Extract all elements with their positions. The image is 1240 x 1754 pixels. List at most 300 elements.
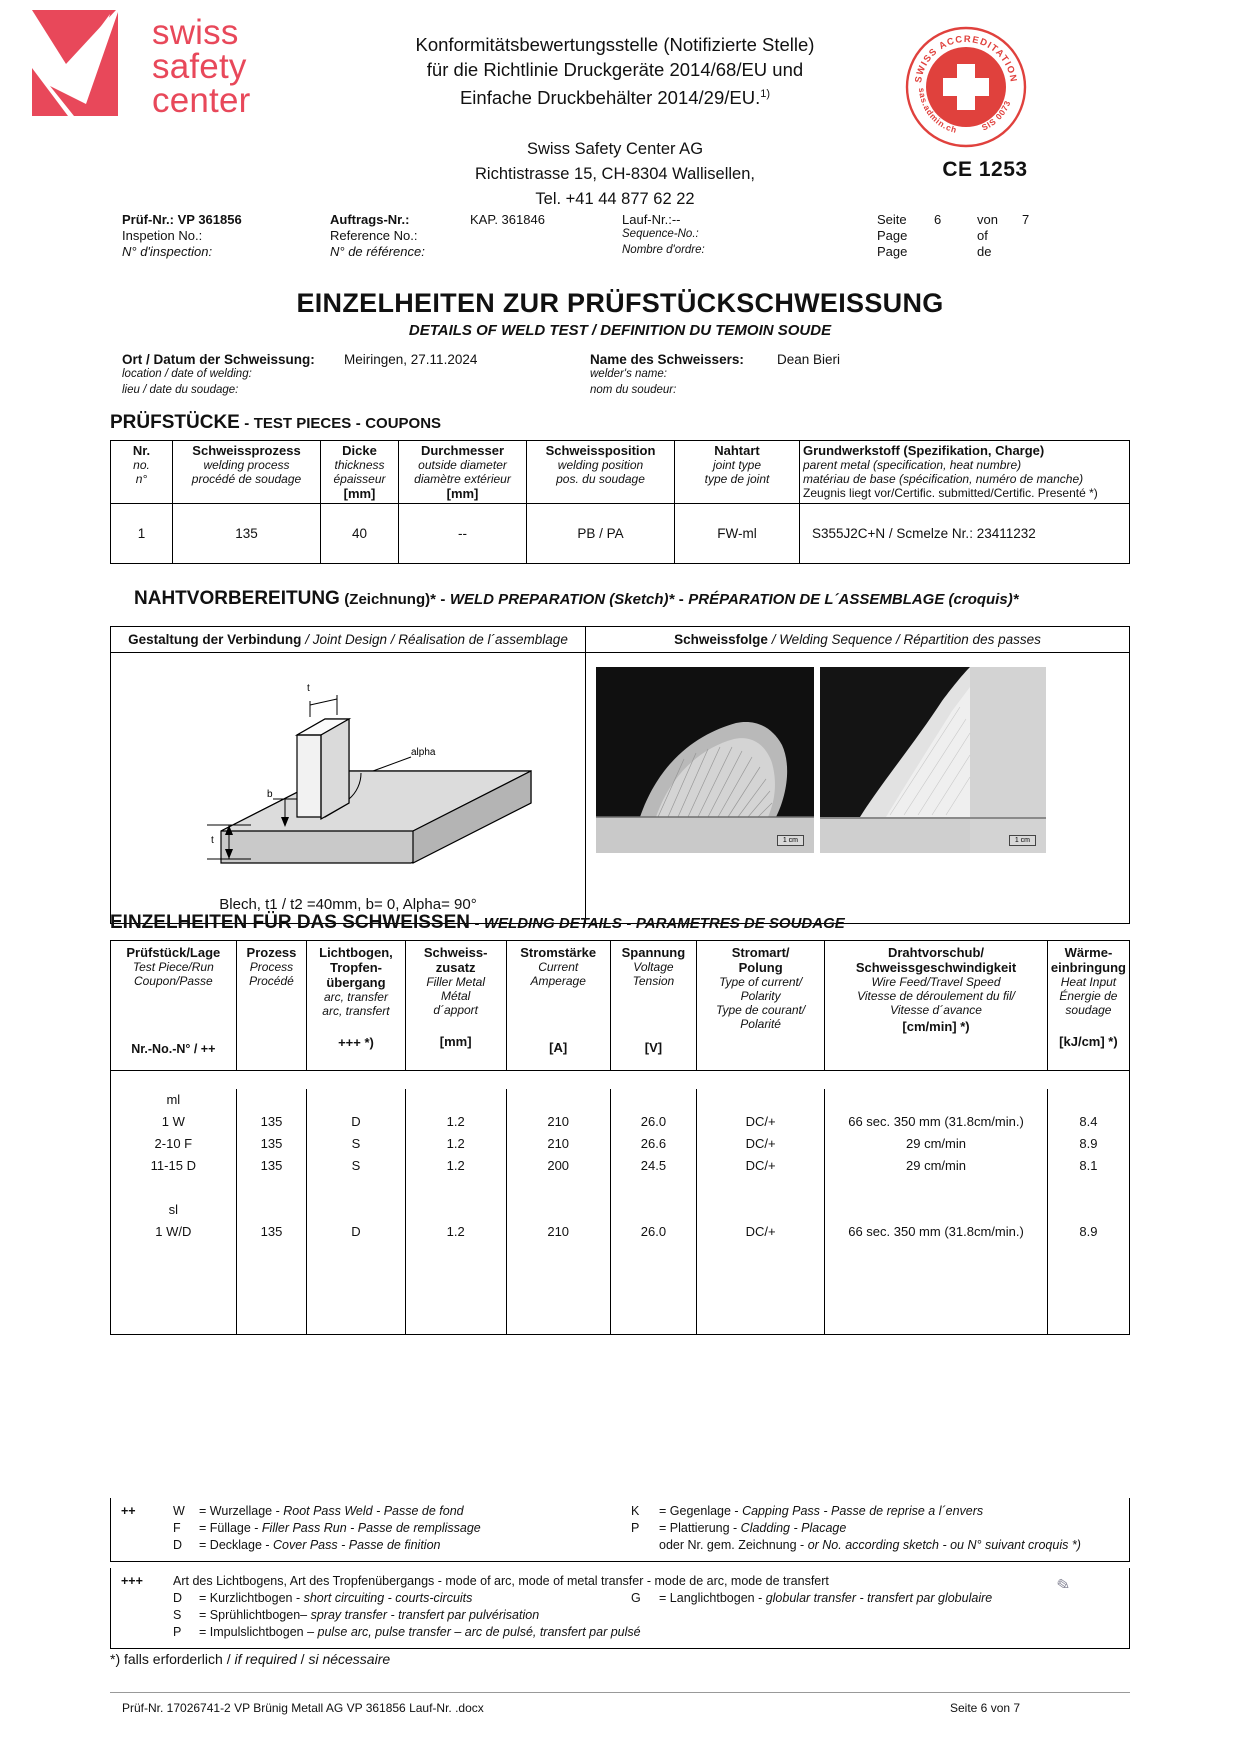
table-row xyxy=(111,1089,1130,1111)
legend-arc-intro: Art des Lichtbogens, Art des Tropfenübergangs - mode of arc, mode of metal transfer - mode de arc, mode de transfert xyxy=(173,1574,829,1588)
th-voltage-l0: Spannung xyxy=(621,945,686,960)
required-note-sep2: / xyxy=(300,1651,305,1667)
th-polarity-l0: Stromart/ xyxy=(731,945,790,960)
handwritten-mark: ✎ xyxy=(1052,1574,1072,1597)
th-process xyxy=(173,441,321,504)
section-heading-welding-details xyxy=(110,912,845,934)
th-speed-l2: Wire Feed/Travel Speed xyxy=(871,975,1001,989)
th-arc-l4: arc, transfert xyxy=(322,1004,390,1018)
td-process xyxy=(236,1177,307,1199)
svg-text:sas.admin.ch: sas.admin.ch xyxy=(916,87,959,135)
logo-wordmark xyxy=(152,13,251,120)
prep-right-header-de: Schweissfolge xyxy=(674,632,768,647)
td-heat xyxy=(1047,1199,1129,1221)
td-parent-metal: S355J2C+N / Scmelze Nr.: 23411232 xyxy=(800,504,1130,564)
reference-number-de: Auftrags-Nr.: xyxy=(330,212,410,227)
td-speed xyxy=(825,1089,1048,1111)
page-subtitle: DETAILS OF WELD TEST / DEFINITION DU TEMOIN SOUDE xyxy=(408,322,832,339)
td-nr: 1 xyxy=(111,504,173,564)
th-heat-l1: einbringung xyxy=(1050,960,1126,975)
td-polarity: DC/+ xyxy=(697,1133,825,1155)
td-current: 210 xyxy=(506,1111,610,1133)
page-number-block xyxy=(934,212,941,228)
td-process: 135 xyxy=(236,1111,307,1133)
th-run-l0: Prüfstück/Lage xyxy=(126,945,221,960)
td-voltage: 26.0 xyxy=(610,1111,696,1133)
th-proc xyxy=(236,941,307,1071)
legend-row xyxy=(111,1574,1129,1591)
td-process xyxy=(236,1089,307,1111)
weld-location-block xyxy=(122,352,1122,408)
prep-body-row xyxy=(111,653,1130,924)
sketch-label-t-left: t xyxy=(211,835,214,846)
legend-key-arc-s: S xyxy=(173,1608,182,1622)
th-arc-l1: Tropfen- xyxy=(329,960,382,975)
prep-left-cell xyxy=(111,653,586,924)
page-label-en: Page xyxy=(877,228,908,243)
table-header-row xyxy=(111,941,1130,1071)
td-polarity: DC/+ xyxy=(697,1221,825,1243)
th-joint-en: joint type xyxy=(712,458,762,472)
td-polarity xyxy=(697,1089,825,1111)
td-arc: S xyxy=(307,1133,405,1155)
legend-def-arc-s: = Sprühlichtbogen– spray transfer - transfert par pulvérisation xyxy=(199,1608,540,1622)
section-heading-test-pieces xyxy=(110,412,441,434)
td-arc: D xyxy=(307,1221,405,1243)
td-current: 200 xyxy=(506,1155,610,1177)
td-voltage: 26.6 xyxy=(610,1133,696,1155)
td-polarity: DC/+ xyxy=(697,1155,825,1177)
th-current-l2: Amperage xyxy=(530,974,586,988)
th-speed-unit: [cm/min] *) xyxy=(902,1019,970,1034)
legend-def-arc-d: = Kurzlichtbogen - short circuiting - courts-circuits xyxy=(199,1591,473,1605)
svg-text:SWISS ACCREDITATION: SWISS ACCREDITATION xyxy=(912,32,1020,84)
reference-number-value: KAP. 361846 xyxy=(470,212,545,227)
section-test-pieces-fr: COUPONS xyxy=(365,415,442,432)
required-note-de: *) falls erforderlich xyxy=(110,1651,223,1667)
td-run: 1 W/D xyxy=(111,1221,237,1243)
th-filler-l4: d´apport xyxy=(433,1003,479,1017)
legend-arc-types xyxy=(110,1568,1130,1649)
sequence-number-fr: Nombre d'ordre: xyxy=(622,244,705,256)
th-filler-unit: [mm] xyxy=(439,1034,472,1049)
td-filler: 1.2 xyxy=(405,1133,506,1155)
table-row xyxy=(111,1221,1130,1243)
prep-left-header-rest: / Joint Design / Réalisation de l´assemblage xyxy=(305,632,568,647)
td-arc xyxy=(307,1177,405,1199)
heading-footnote-marker: 1) xyxy=(760,88,771,100)
welder-label-en: welder's name: xyxy=(590,368,667,380)
td-current: 210 xyxy=(506,1133,610,1155)
th-voltage-unit: [V] xyxy=(644,1040,663,1055)
sketch-label-alpha: alpha xyxy=(411,747,436,758)
td-current: 210 xyxy=(506,1221,610,1243)
required-note-fr: si nécessaire xyxy=(308,1651,391,1667)
th-position-en: welding position xyxy=(557,458,644,472)
th-diameter xyxy=(399,441,527,504)
th-filler-l3: Métal xyxy=(440,989,471,1003)
macrograph-right xyxy=(820,667,1046,853)
legend-row xyxy=(111,1521,1129,1538)
company-name: Swiss Safety Center AG xyxy=(526,140,704,159)
svg-text:SIS 0073: SIS 0073 xyxy=(980,98,1013,133)
th-joint-de: Nahtart xyxy=(714,443,760,458)
footer-divider xyxy=(110,1692,1130,1693)
th-parent-de: Grundwerkstoff (Spezifikation, Charge) xyxy=(803,443,1045,458)
th-polarity xyxy=(697,941,825,1071)
logo-word-center: center xyxy=(152,81,251,120)
td-current xyxy=(506,1199,610,1221)
ce-mark-number: CE 1253 xyxy=(942,158,1028,181)
swiss-safety-center-logo xyxy=(30,8,300,128)
legend-row xyxy=(111,1504,1129,1521)
sketch-caption: Blech, t1 / t2 =40mm, b= 0, Alpha= 90° xyxy=(219,896,477,913)
prep-right-header xyxy=(586,627,1130,653)
welding-sequence-images xyxy=(586,653,1129,923)
legend-row xyxy=(111,1591,1129,1608)
th-nr-de: Nr. xyxy=(132,443,151,458)
td-polarity: DC/+ xyxy=(697,1111,825,1133)
th-diameter-de: Durchmesser xyxy=(420,443,505,458)
section-details-dash2: - xyxy=(626,915,632,932)
page-total-value: 7 xyxy=(1022,212,1030,227)
prep-header-row xyxy=(111,627,1130,653)
th-nr-en: no. xyxy=(133,458,150,472)
section-test-pieces-dash1: - xyxy=(244,415,250,432)
welder-label-de: Name des Schweissers: xyxy=(590,352,744,367)
required-note xyxy=(110,1651,390,1667)
td-heat: 8.1 xyxy=(1047,1155,1129,1177)
welder-label-fr: nom du soudeur: xyxy=(590,384,677,396)
th-polarity-l4: Type de courant/ xyxy=(716,1003,806,1017)
legend-pass-types xyxy=(110,1498,1130,1562)
th-polarity-l5: Polarité xyxy=(740,1017,781,1031)
th-proc-l2: Procédé xyxy=(249,974,294,988)
th-position xyxy=(527,441,675,504)
td-heat: 8.9 xyxy=(1047,1221,1129,1243)
legend-def-d: = Decklage - Cover Pass - Passe de finition xyxy=(199,1538,441,1552)
th-process-en: welding process xyxy=(203,458,290,472)
legend-def-sketch: oder Nr. gem. Zeichnung - or No. according sketch - ou N° suivant croquis *) xyxy=(659,1538,1081,1552)
td-arc xyxy=(307,1199,405,1221)
td-process: 135 xyxy=(236,1221,307,1243)
table-filler-row xyxy=(111,1243,1130,1335)
td-run: 1 W xyxy=(111,1111,237,1133)
td-speed: 29 cm/min xyxy=(825,1155,1048,1177)
td-process: 135 xyxy=(236,1155,307,1177)
td-filler: 1.2 xyxy=(405,1221,506,1243)
th-heat-l2: Heat Input xyxy=(1060,975,1117,989)
td-heat: 8.9 xyxy=(1047,1133,1129,1155)
th-current xyxy=(506,941,610,1071)
th-parent-en: parent metal (specification, heat numbre) xyxy=(803,458,1022,472)
section-prep-dash2: - xyxy=(678,591,684,608)
th-polarity-l3: Polarity xyxy=(740,989,781,1003)
joint-design-sketch-area xyxy=(111,653,585,923)
reference-number-en: Reference No.: xyxy=(330,228,418,243)
th-thickness-en: thickness xyxy=(334,458,385,472)
th-filler-l0: Schweiss- xyxy=(423,945,488,960)
sequence-number-de: Lauf-Nr.:-- xyxy=(622,212,681,227)
th-current-unit: [A] xyxy=(549,1040,568,1055)
td-polarity xyxy=(697,1177,825,1199)
td-current xyxy=(506,1089,610,1111)
td-run: ml xyxy=(111,1089,237,1111)
page-title: EINZELHEITEN ZUR PRÜFSTÜCKSCHWEISSUNG xyxy=(296,288,944,318)
td-run: 11-15 D xyxy=(111,1155,237,1177)
location-label-fr: lieu / date du soudage: xyxy=(122,384,239,396)
th-run xyxy=(111,941,237,1071)
sketch-label-b: b xyxy=(267,789,273,800)
td-voltage: 24.5 xyxy=(610,1155,696,1177)
section-test-pieces-de: PRÜFSTÜCKE xyxy=(110,412,240,433)
prep-left-header-de: Gestaltung der Verbindung xyxy=(128,632,302,647)
macrograph-left xyxy=(596,667,814,853)
th-current-l1: Current xyxy=(538,960,579,974)
th-arc-l0: Lichtbogen, xyxy=(319,945,393,960)
location-label-en: location / date of welding: xyxy=(122,368,252,380)
location-label-de: Ort / Datum der Schweissung: xyxy=(122,352,315,367)
th-voltage-l2: Tension xyxy=(632,974,675,988)
th-speed-l1: Schweissgeschwindigkeit xyxy=(855,960,1017,975)
page-label-de: Seite xyxy=(877,212,907,227)
th-position-fr: pos. du soudage xyxy=(556,472,645,486)
td-voltage xyxy=(610,1089,696,1111)
section-details-en: WELDING DETAILS xyxy=(483,915,622,932)
th-speed-l3: Vitesse de déroulement du fil/ xyxy=(857,989,1015,1003)
td-process: 135 xyxy=(236,1133,307,1155)
th-filler-l2: Filler Metal xyxy=(426,975,485,989)
legend-key-w: W xyxy=(173,1504,185,1518)
scale-bar-left: 1 cm xyxy=(777,835,804,846)
welding-details-table xyxy=(110,940,1130,1335)
th-process-fr: procédé de soudage xyxy=(191,472,302,486)
macrograph-right-image xyxy=(820,667,1046,853)
td-voltage xyxy=(610,1177,696,1199)
sketch-label-t-top: t xyxy=(307,683,310,694)
section-details-dash1: - xyxy=(474,915,480,932)
inspection-number-de: Prüf-Nr.: VP 361856 xyxy=(122,212,242,227)
legend-marker-ppp: +++ xyxy=(121,1574,143,1588)
legend-def-w: = Wurzellage - Root Pass Weld - Passe de fond xyxy=(199,1504,464,1518)
location-label-block xyxy=(122,352,315,400)
th-run-l1: Test Piece/Run xyxy=(132,960,214,974)
th-diameter-fr: diamètre extérieur xyxy=(414,472,511,486)
legend-key-d: D xyxy=(173,1538,183,1552)
sequence-number-en: Sequence-No.: xyxy=(622,228,699,240)
th-heat-l4: soudage xyxy=(1065,1003,1112,1017)
section-prep-de-paren: (Zeichnung)* xyxy=(344,591,436,608)
company-address: Richtistrasse 15, CH-8304 Wallisellen, xyxy=(475,165,755,184)
th-nr-fr: n° xyxy=(135,472,148,486)
section-prep-fr: PRÉPARATION DE L´ASSEMBLAGE (croquis)* xyxy=(688,591,1019,608)
logo-word-safety: safety xyxy=(152,47,247,86)
td-position: PB / PA xyxy=(527,504,675,564)
td-voltage xyxy=(610,1199,696,1221)
th-arc xyxy=(307,941,405,1071)
page-number-value: 6 xyxy=(934,212,942,227)
th-process-de: Schweissprozess xyxy=(192,443,301,458)
welder-name-value: Dean Bieri xyxy=(777,352,841,367)
legend-key-arc-g: G xyxy=(631,1591,641,1605)
th-parent-metal xyxy=(800,441,1130,504)
th-heat-l0: Wärme- xyxy=(1064,945,1113,960)
table-row xyxy=(111,1199,1130,1221)
prep-left-header xyxy=(111,627,586,653)
legend-key-p: P xyxy=(631,1521,640,1535)
legend-def-p: = Plattierung - Cladding - Placage xyxy=(659,1521,847,1535)
table-spacer-row xyxy=(111,1071,1130,1089)
notified-body-heading xyxy=(330,32,900,212)
td-voltage: 26.0 xyxy=(610,1221,696,1243)
legend-def-arc-p: = Impulslichtbogen – pulse arc, pulse transfer – arc de pulsé, transfert par pulsé xyxy=(199,1625,641,1639)
table-header-row xyxy=(111,441,1130,504)
th-thickness-fr: épaisseur xyxy=(333,472,386,486)
scale-bar-right: 1 cm xyxy=(1009,835,1036,846)
legend-row xyxy=(111,1538,1129,1555)
page-label-fr: Page xyxy=(877,244,908,259)
reference-number-block xyxy=(330,212,425,260)
section-details-de: EINZELHEITEN FÜR DAS SCHWEISSEN xyxy=(110,912,470,933)
th-speed-l0: Drahtvorschub/ xyxy=(887,945,985,960)
legend-row xyxy=(111,1608,1129,1625)
legend-def-arc-g: = Langlichtbogen - globular transfer - transfert par globulaire xyxy=(659,1591,993,1605)
th-joint xyxy=(675,441,800,504)
company-phone: Tel. +41 44 877 62 22 xyxy=(535,190,695,209)
sequence-number-block xyxy=(622,212,705,260)
td-filler xyxy=(405,1089,506,1111)
th-arc-l2: übergang xyxy=(326,975,386,990)
prep-right-header-rest: / Welding Sequence / Répartition des passes xyxy=(771,632,1041,647)
page-of-fr: de xyxy=(977,244,992,259)
reference-number-fr: N° de référence: xyxy=(330,244,425,259)
legend-key-k: K xyxy=(631,1504,640,1518)
td-speed: 29 cm/min xyxy=(825,1133,1048,1155)
td-filler: 1.2 xyxy=(405,1111,506,1133)
th-joint-fr: type de joint xyxy=(704,472,770,486)
th-run-l2: Coupon/Passe xyxy=(133,974,213,988)
td-heat: 8.4 xyxy=(1047,1111,1129,1133)
th-current-l0: Stromstärke xyxy=(520,945,597,960)
th-parent-cert: Zeugnis liegt vor/Certific. submitted/Certific. Presenté *) xyxy=(803,486,1098,500)
page-total-block xyxy=(1022,212,1029,228)
macrograph-left-image xyxy=(596,667,814,853)
td-run: sl xyxy=(111,1199,237,1221)
th-thickness-de: Dicke xyxy=(342,443,377,458)
section-test-pieces-dash2: - xyxy=(355,415,361,432)
td-process xyxy=(236,1199,307,1221)
inspection-number-fr: N° d'inspection: xyxy=(122,244,213,259)
swiss-accreditation-seal-icon xyxy=(905,26,1027,148)
th-speed xyxy=(825,941,1048,1071)
required-note-sep1: / xyxy=(226,1651,231,1667)
section-heading-weld-prep xyxy=(134,588,1019,610)
location-value: Meiringen, 27.11.2024 xyxy=(344,352,478,367)
logo-mark-icon xyxy=(30,8,142,120)
footer-page-indicator: Seite 6 von 7 xyxy=(950,1701,1021,1715)
th-arc-unit: +++ *) xyxy=(338,1035,374,1050)
th-diameter-unit: [mm] xyxy=(446,486,479,501)
weld-preparation-panel xyxy=(110,626,1130,924)
heading-line-3 xyxy=(330,82,900,110)
th-run-unit: Nr.-No.-N° / ++ xyxy=(131,1042,216,1056)
th-polarity-l1: Polung xyxy=(738,960,783,975)
joint-design-sketch-icon xyxy=(111,653,585,893)
td-speed xyxy=(825,1177,1048,1199)
welder-label-block xyxy=(590,352,744,400)
section-prep-dash1: - xyxy=(440,591,446,608)
footer-filename: Prüf-Nr. 17026741-2 VP Brünig Metall AG VP 361856 Lauf-Nr. .docx xyxy=(122,1701,484,1715)
page-label-block xyxy=(877,212,907,260)
legend-marker-pp: ++ xyxy=(121,1504,136,1518)
td-filler xyxy=(405,1177,506,1199)
td-polarity xyxy=(697,1199,825,1221)
td-process: 135 xyxy=(173,504,321,564)
th-filler-l1: zusatz xyxy=(435,960,476,975)
th-heat-unit: [kJ/cm] *) xyxy=(1059,1034,1118,1049)
td-speed: 66 sec. 350 mm (31.8cm/min.) xyxy=(825,1221,1048,1243)
heading-line-2: für die Richtlinie Druckgeräte 2014/68/EU und xyxy=(426,59,804,80)
logo-word-swiss: swiss xyxy=(152,13,239,52)
inspection-number-en: Inspetion No.: xyxy=(122,228,203,243)
th-speed-l4: Vitesse d´avance xyxy=(890,1003,982,1017)
th-thickness-unit: [mm] xyxy=(343,486,376,501)
th-arc-l3: arc, transfer xyxy=(323,990,388,1004)
page-of-de: von xyxy=(977,212,998,227)
td-speed: 66 sec. 350 mm (31.8cm/min.) xyxy=(825,1111,1048,1133)
table-row xyxy=(111,504,1130,564)
td-run xyxy=(111,1177,237,1199)
td-current xyxy=(506,1177,610,1199)
table-row xyxy=(111,1155,1130,1177)
td-filler xyxy=(405,1199,506,1221)
td-heat xyxy=(1047,1177,1129,1199)
legend-def-k: = Gegenlage - Capping Pass - Passe de reprise a l´envers xyxy=(659,1504,984,1518)
section-details-fr: PARAMETRES DE SOUDAGE xyxy=(635,915,845,932)
td-run: 2-10 F xyxy=(111,1133,237,1155)
legend-key-arc-d: D xyxy=(173,1591,183,1605)
th-voltage xyxy=(610,941,696,1071)
th-filler xyxy=(405,941,506,1071)
th-proc-l1: Process xyxy=(249,960,294,974)
test-pieces-table xyxy=(110,440,1130,564)
legend-key-f: F xyxy=(173,1521,181,1535)
td-arc xyxy=(307,1089,405,1111)
th-diameter-en: outside diameter xyxy=(418,458,507,472)
section-prep-en: WELD PREPARATION (Sketch)* xyxy=(449,591,675,608)
td-filler: 1.2 xyxy=(405,1155,506,1177)
th-proc-l0: Prozess xyxy=(246,945,297,960)
td-speed xyxy=(825,1199,1048,1221)
table-row xyxy=(111,1111,1130,1133)
page-of-block xyxy=(977,212,998,260)
th-polarity-l2: Type of current/ xyxy=(719,975,803,989)
legend-def-f: = Füllage - Filler Pass Run - Passe de remplissage xyxy=(199,1521,481,1535)
prep-right-cell xyxy=(586,653,1130,924)
table-row xyxy=(111,1177,1130,1199)
th-position-de: Schweissposition xyxy=(545,443,656,458)
th-heat-l3: Énergie de xyxy=(1059,989,1118,1003)
inspection-number-block xyxy=(122,212,242,260)
td-thickness: 40 xyxy=(321,504,399,564)
page-of-en: of xyxy=(977,228,988,243)
section-prep-de: NAHTVORBEREITUNG xyxy=(134,588,340,609)
td-diameter: -- xyxy=(399,504,527,564)
legend-key-arc-p: P xyxy=(173,1625,182,1639)
th-nr xyxy=(111,441,173,504)
th-heat xyxy=(1047,941,1129,1071)
table-row xyxy=(111,1133,1130,1155)
